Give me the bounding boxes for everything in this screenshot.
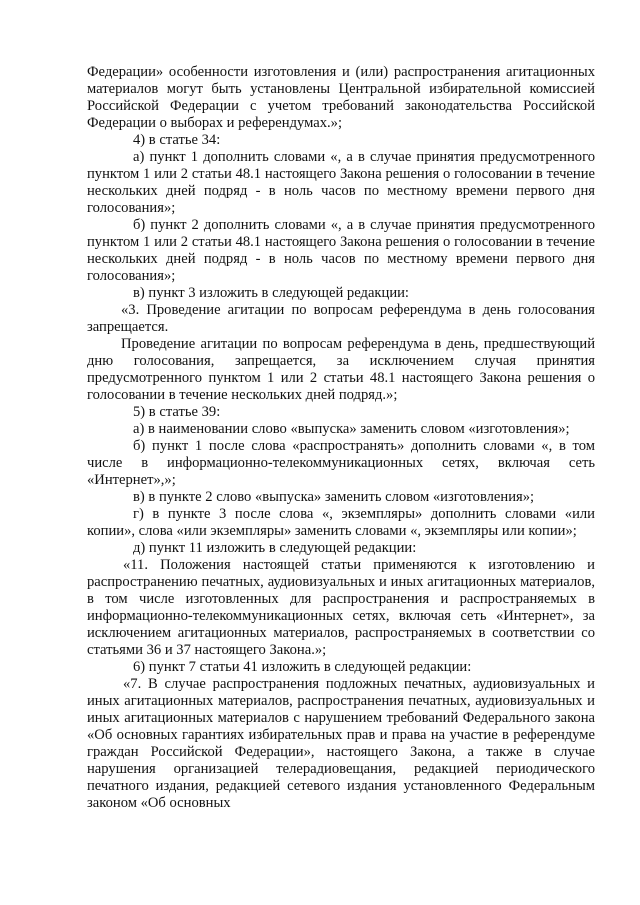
- paragraph-item-6: 6) пункт 7 статьи 41 изложить в следующей редакции:: [133, 659, 472, 675]
- paragraph-clause-7: «7. В случае распространения подложных печатных, аудиовизуальных и иных агитационных материалов, распространения печатных, аудиовизуальных и иных агитационных материалов с нарушением требований Федерального закона «Об основных гарантиях избирательных прав и права на участие в референдуме граждан Российской Федерации», настоящего Закона, а также в случае нарушения организацией телерадиовещания, редакцией периодического печатного издания, редакцией сетевого издания установленного Федеральным законом «Об основных: [87, 676, 595, 811]
- document-page: [87, 64, 595, 812]
- paragraph-intro: Федерации» особенности изготовления и (или) распространения агитационных материалов могут быть установлены Центральной избирательной комиссией Российской Федерации с учетом требований законодательства Российской Федерации о выборах и референдумах.»;: [87, 64, 595, 131]
- paragraph-clause-3-cont: Проведение агитации по вопросам референдума в день, предшествующий дню голосования, запрещается, за исключением случая принятия предусмотренного пунктом 1 или 2 статьи 48.1 настоящего Закона решения о голосовании в течение нескольких дней подряд.»;: [87, 336, 595, 403]
- paragraph-item-5b: б) пункт 1 после слова «распространять» дополнить словами «, в том числе в информационно-телекоммуникационных сетях, включая сеть «Интернет»,»;: [87, 438, 595, 488]
- paragraph-clause-11: «11. Положения настоящей статьи применяются к изготовлению и распространению печатных, аудиовизуальных и иных агитационных материалов, в том числе изготовленных для распространения и распространяемых в информационно-телекоммуникационных сетях, включая сеть «Интернет», за исключением агитационных материалов, распространяемых в соответствии со статьями 36 и 37 настоящего Закона.»;: [87, 557, 595, 658]
- paragraph-item-4: 4) в статье 34:: [133, 132, 221, 148]
- paragraph-item-5d: д) пункт 11 изложить в следующей редакции:: [133, 540, 417, 556]
- paragraph-item-5v: в) в пункте 2 слово «выпуска» заменить словом «изготовления»;: [133, 489, 535, 505]
- paragraph-clause-3: «3. Проведение агитации по вопросам референдума в день голосования запрещается.: [87, 302, 595, 335]
- paragraph-item-5a: а) в наименовании слово «выпуска» заменить словом «изготовления»;: [133, 421, 570, 437]
- paragraph-item-5: 5) в статье 39:: [133, 404, 221, 420]
- paragraph-item-5g: г) в пункте 3 после слова «, экземпляры» дополнить словами «или копии», слова «или экземпляры» заменить словами «, экземпляры или копии»;: [87, 506, 595, 539]
- paragraph-item-4b: б) пункт 2 дополнить словами «, а в случае принятия предусмотренного пунктом 1 или 2 статьи 48.1 настоящего Закона решения о голосовании в течение нескольких дней подряд - в ноль часов по местному времени первого дня голосования»;: [87, 217, 595, 284]
- paragraph-item-4v: в) пункт 3 изложить в следующей редакции:: [133, 285, 409, 301]
- paragraph-item-4a: а) пункт 1 дополнить словами «, а в случае принятия предусмотренного пунктом 1 или 2 статьи 48.1 настоящего Закона решения о голосовании в течение нескольких дней подряд - в ноль часов по местному времени первого дня голосования»;: [87, 149, 595, 216]
